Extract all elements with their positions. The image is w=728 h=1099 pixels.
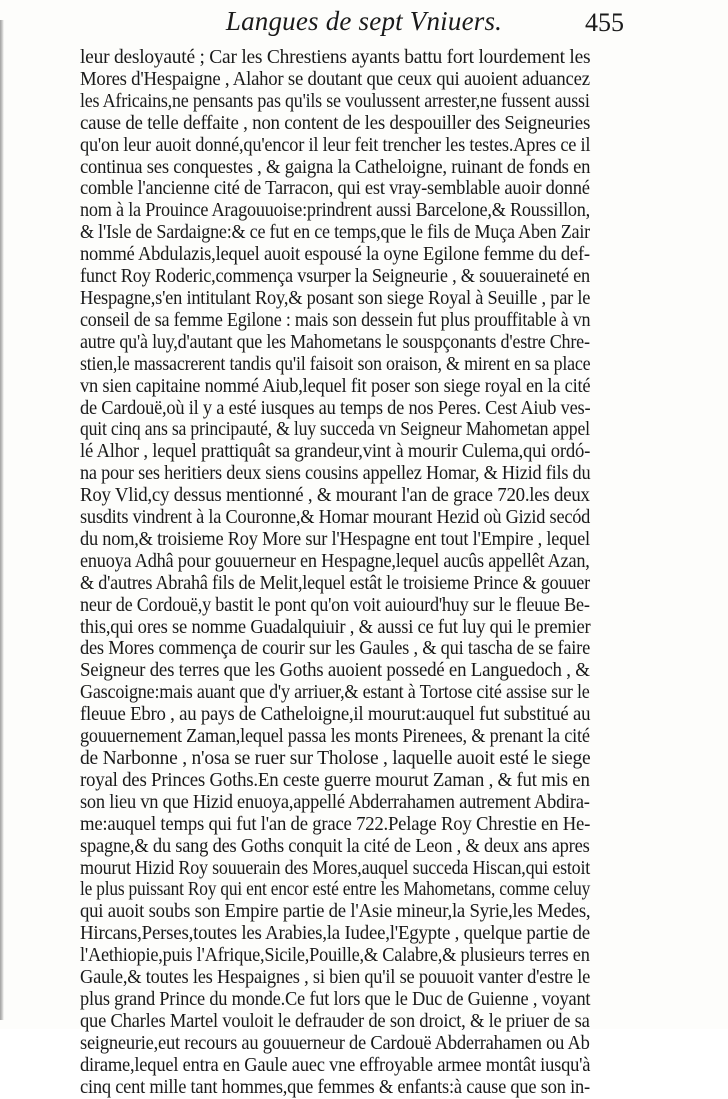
text-line: Mores d'Hespaigne , Alahor se doutant que ceux qui auoient aduancez: [80, 67, 590, 90]
text-line: mourut Hizid Roy souuerain des Mores,auquel succeda Hiscan,qui estoit: [80, 856, 591, 879]
text-line: le plus puissant Roy qui ent encor esté entre les Mahometans, comme celuy: [80, 878, 591, 901]
text-line: cause de telle deffaite , non content de les despouiller des Seigneuries: [80, 111, 591, 134]
text-line: & l'Isle de Sardaigne:& ce fut en ce temps,que le fils de Muça Aben Zair: [80, 221, 590, 244]
text-line: stien,le massacrerent tandis qu'il faisoit son oraison, & mirent en sa place: [80, 352, 591, 375]
text-line: me:auquel temps qui fut l'an de grace 722.Pelage Roy Chrestie en He-: [80, 812, 591, 835]
text-line: quit cinq ans sa principauté, & luy succeda vn Seigneur Mahometan appel: [80, 418, 590, 441]
text-line: nommé Abdulazis,lequel auoit espousé la oyne Egilone femme du def-: [80, 243, 590, 266]
text-line: vn sien capitaine nommé Aiub,lequel fit poser son siege royal en la cité: [80, 374, 591, 397]
text-line: conseil de sa femme Egilone : mais son dessein fut plus prouffitable à vn: [80, 308, 591, 331]
text-line: neur de Cordouë,y bastit le pont qu'on voit auiourd'huy sur le fleuue Be-: [80, 593, 590, 616]
text-line: qu'on leur auoit donné,qu'encor il leur feit trencher les testes.Apres ce il: [80, 133, 591, 156]
text-line: plus grand Prince du monde.Ce fut lors que le Duc de Guienne , voyant: [80, 987, 591, 1010]
text-line: leur desloyauté ; Car les Chrestiens ayants battu fort lourdement les: [80, 46, 591, 68]
text-line: de Cardouë,où il y a esté iusques au temps de nos Peres. Cest Aiub ves-: [80, 396, 591, 419]
text-line: de Narbonne , n'osa se ruer sur Tholose , laquelle auoit esté le siege: [80, 747, 591, 769]
text-line: na pour ses heritiers deux siens cousins appellez Homar, & Hizid fils du: [80, 462, 591, 485]
body-text: [80, 47, 590, 1099]
text-line: nom à la Prouince Aragouuoise:prindrent aussi Barcelone,& Roussillon,: [80, 199, 590, 222]
text-line: seigneurie,eut recours au gouuerneur de Cardouë Abderrahamen ou Ab: [80, 1031, 590, 1054]
text-line: susdits vindrent à la Couronne,& Homar mourant Hezid où Gizid secód: [80, 506, 591, 529]
text-line: Hircans,Perses,toutes les Arabies,la Iudee,l'Egypte , quelque partie de: [80, 922, 590, 945]
text-line: que Charles Martel vouloit le defrauder de son droict, & le priuer de sa: [80, 1009, 590, 1032]
text-line: Gascoigne:mais auant que d'y arriuer,& estant à Tortose cité assise sur le: [80, 681, 590, 704]
text-line: son lieu vn que Hizid enuoya,appellé Abderrahamen autrement Abdira-: [80, 790, 590, 813]
text-line: du nom,& troisieme Roy More sur l'Hespagne ent tout l'Empire , lequel: [80, 527, 590, 550]
text-line: lé Alhor , lequel prattiquât sa grandeur,vint à mourir Culema,qui ordó-: [80, 440, 591, 463]
text-line: qui auoit soubs son Empire partie de l'Asie mineur,la Syrie,les Medes,: [80, 900, 591, 923]
text-line: Gaule,& toutes les Hespaignes , si bien qu'il se pouuoit vanter d'estre le: [80, 966, 591, 989]
text-line: autre qu'à luy,d'autant que les Mahometans le souspçonants d'estre Chre-: [80, 330, 590, 353]
text-line: Hespagne,s'en intitulant Roy,& posant son siege Royal à Seuille , par le: [80, 286, 591, 309]
text-line: this,qui ores se nomme Guadalquiuir , & aussi ce fut luy qui le premier: [80, 615, 591, 638]
text-line: l'Aethiopie,puis l'Afrique,Sicile,Pouille,& Calabre,& plusieurs terres en: [80, 944, 590, 967]
text-line: Seigneur des terres que les Goths auoient possedé en Languedoch , &: [80, 659, 590, 682]
text-line: Roy Vlid,cy dessus mentionné , & mourant l'an de grace 720.les deux: [80, 484, 590, 507]
text-line: royal des Princes Goths.En ceste guerre mourut Zaman , & fut mis en: [80, 768, 590, 791]
text-line: gouuernement Zaman,lequel passa les monts Pirenees, & prenant la cité: [80, 725, 590, 748]
text-line: cinq cent mille tant hommes,que femmes & enfants:à cause que son in-: [80, 1075, 590, 1098]
text-line: enuoya Adhâ pour gouuerneur en Hespagne,lequel aucûs appellêt Azan,: [80, 549, 590, 572]
running-title: Langues de sept Vniuers.: [225, 6, 503, 36]
text-line: les Africains,ne pensants pas qu'ils se voulussent arrester,ne fussent aussi: [80, 89, 590, 112]
text-line: dirame,lequel entra en Gaule auec vne effroyable armee montât iusqu'à: [80, 1053, 591, 1076]
text-line: comble l'ancienne cité de Tarracon, qui est vray-semblable auoir donné: [80, 177, 590, 200]
text-line: & d'autres Abrahâ fils de Melit,lequel estât le troisieme Prince & gouuer: [80, 571, 590, 594]
binding-shadow: [0, 20, 4, 1020]
text-line: continua ses conquestes , & gaigna la Catheloigne, ruinant de fonds en: [80, 155, 591, 178]
text-line: des Mores commença de courir sur les Gaules , & qui tascha de se faire: [80, 637, 591, 660]
page-number: 455: [585, 8, 624, 37]
text-line: fleuue Ebro , au pays de Catheloigne,il mourut:auquel fut substitué au: [80, 703, 591, 726]
text-line: spagne,& du sang des Goths conquit la cité de Leon , & deux ans apres: [80, 834, 590, 857]
text-line: funct Roy Roderic,commença vsurper la Seigneurie , & souueraineté en: [80, 265, 590, 288]
